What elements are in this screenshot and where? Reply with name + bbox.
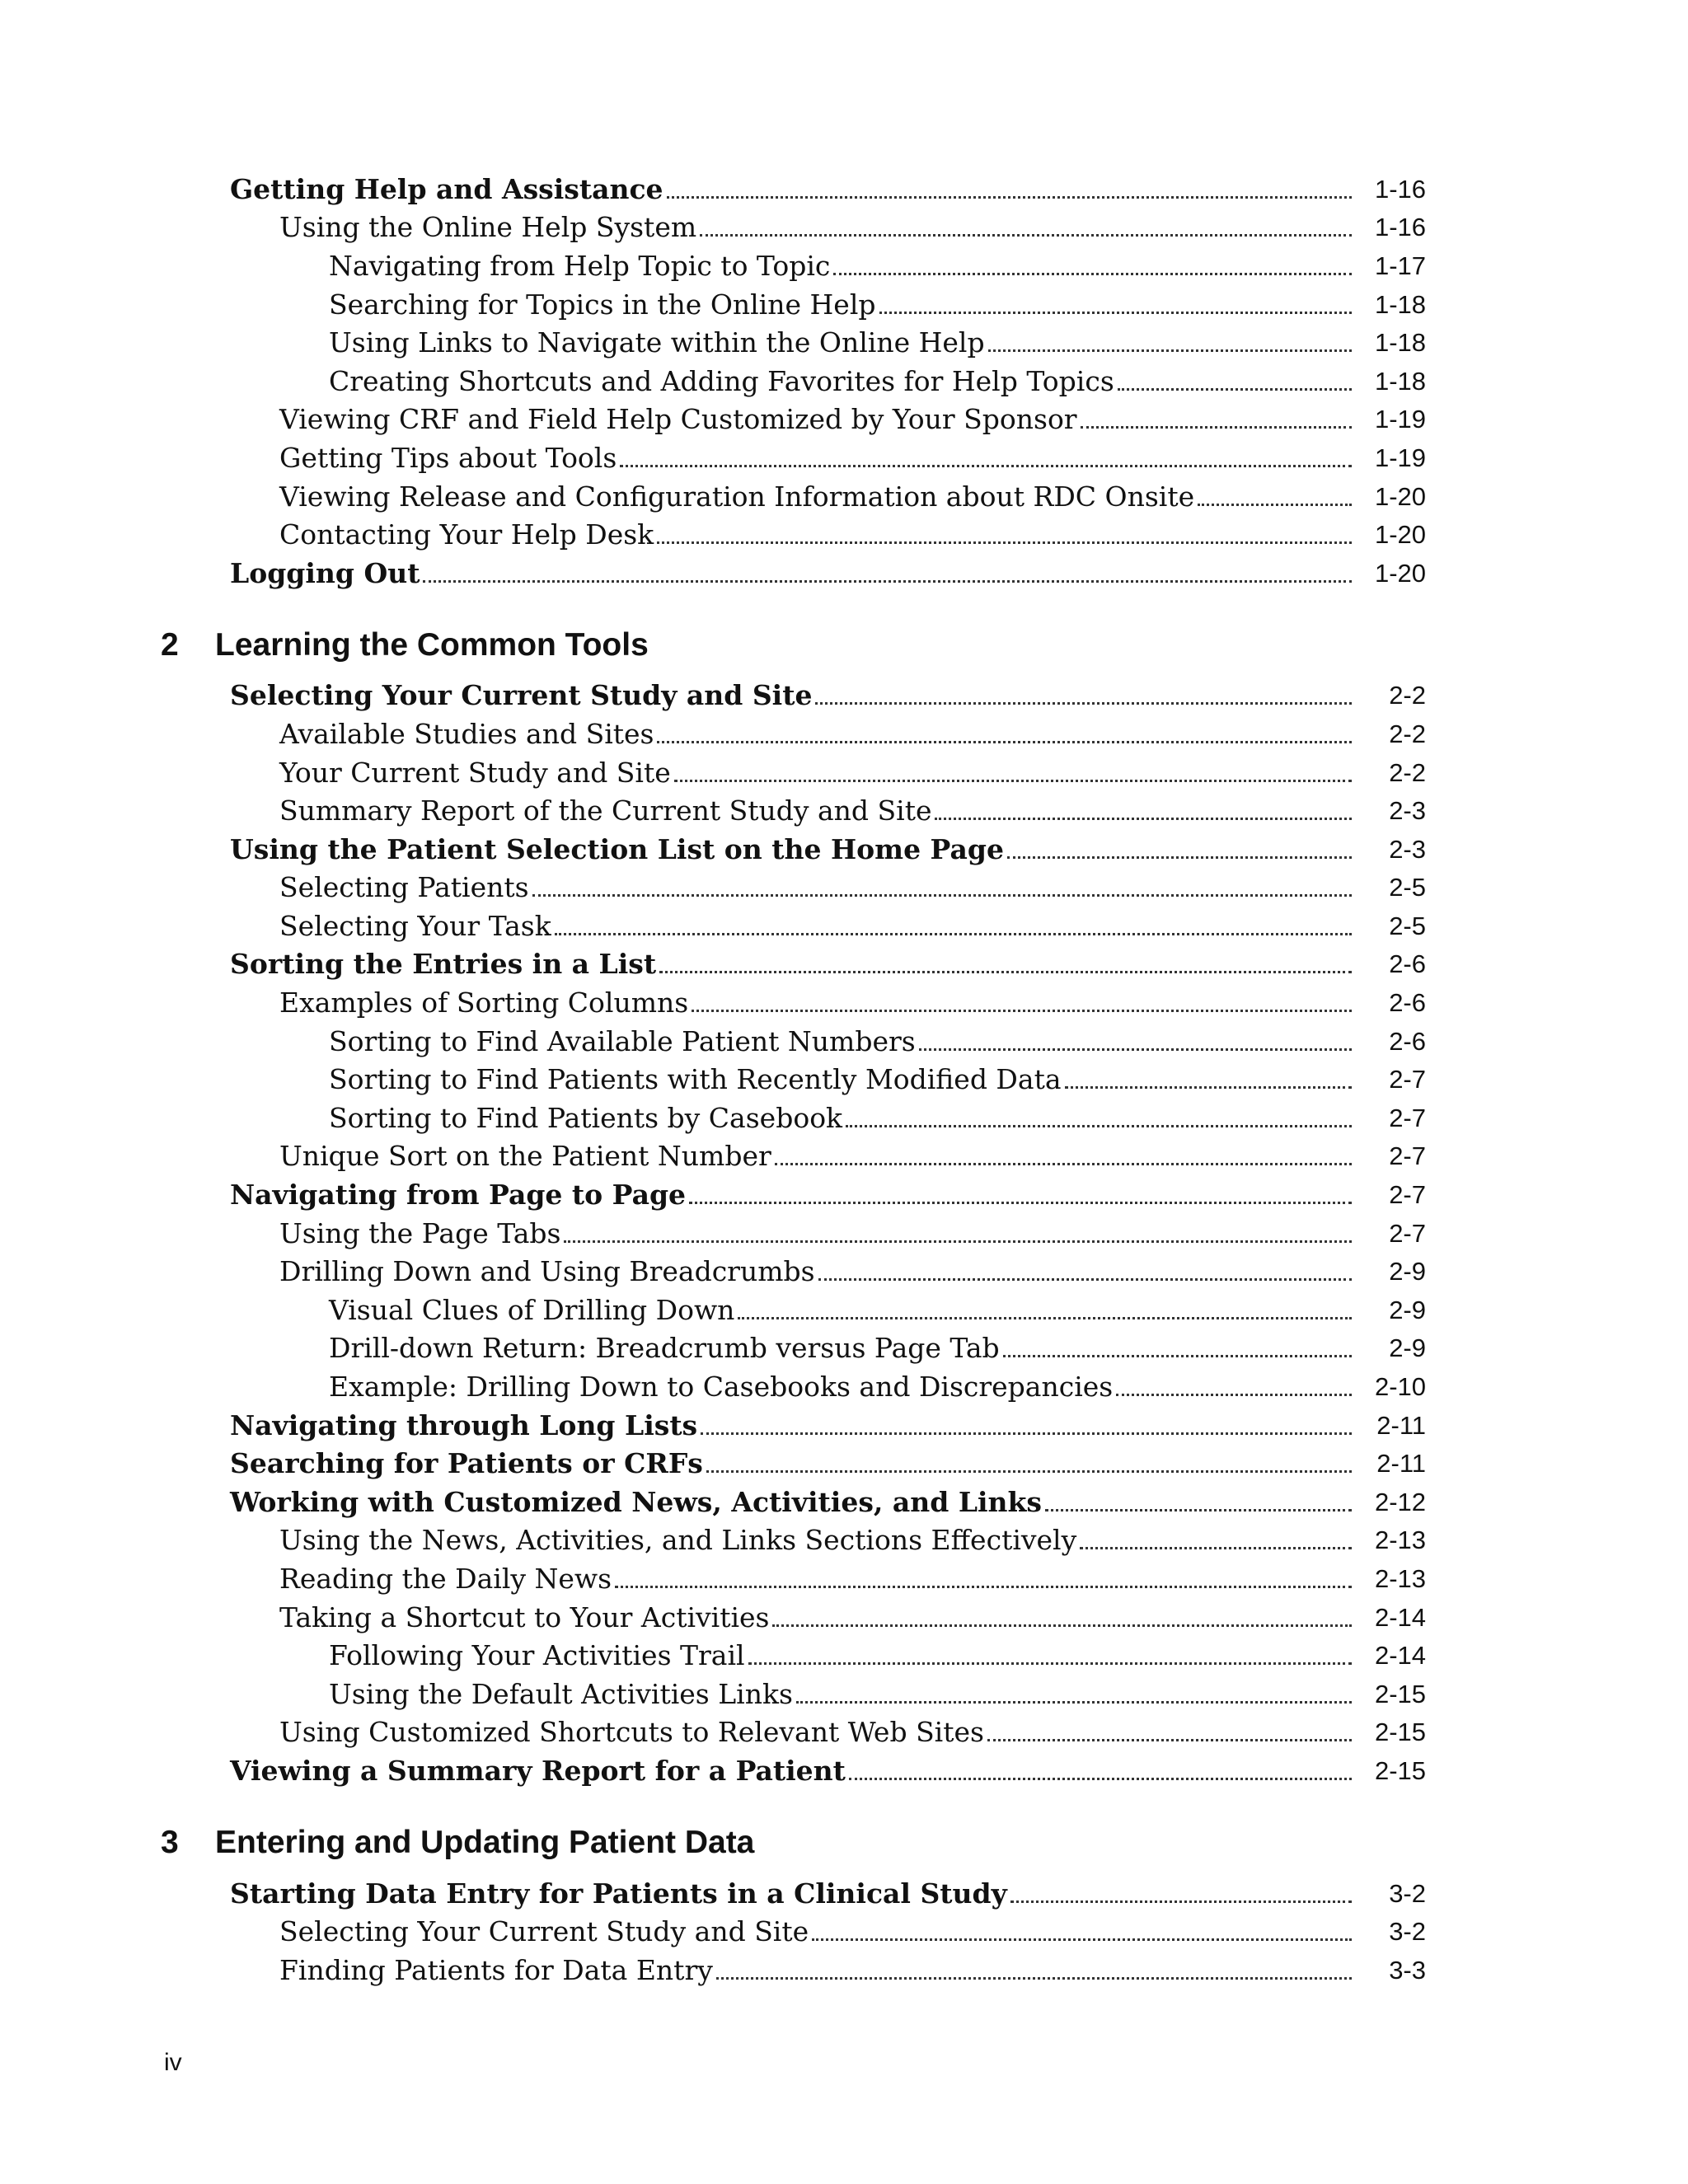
toc-entry[interactable] bbox=[161, 1951, 1426, 1990]
toc-entry-title[interactable]: Using the Patient Selection List on the Home Page bbox=[230, 832, 1004, 865]
toc-entry-title[interactable]: Navigating from Help Topic to Topic bbox=[329, 249, 831, 282]
toc-entry-title[interactable]: Using the Online Help System bbox=[279, 211, 697, 244]
dot-leader bbox=[796, 1675, 1352, 1704]
dot-leader bbox=[846, 1099, 1352, 1127]
toc-entry-title[interactable]: Selecting Your Current Study and Site bbox=[230, 679, 813, 712]
toc-entry[interactable] bbox=[161, 1713, 1426, 1752]
toc-entry-page-number[interactable]: 2-6 bbox=[1389, 1026, 1426, 1056]
dot-leader bbox=[1080, 1521, 1352, 1549]
dot-leader bbox=[833, 246, 1352, 275]
dot-leader bbox=[1118, 362, 1352, 391]
dot-leader bbox=[657, 515, 1352, 544]
toc-entry[interactable] bbox=[161, 209, 1426, 247]
toc-entry-title[interactable]: Summary Report of the Current Study and Site bbox=[279, 794, 932, 827]
toc-entry-title[interactable]: Following Your Activities Trail bbox=[329, 1639, 745, 1672]
toc-entry[interactable] bbox=[161, 1252, 1426, 1291]
toc-entry-page-number[interactable]: 1-19 bbox=[1374, 405, 1426, 434]
dot-leader bbox=[615, 1559, 1352, 1588]
toc-entry-title[interactable]: Viewing Release and Configuration Information about RDC Onsite bbox=[279, 480, 1195, 513]
toc-entry-title[interactable]: Sorting to Find Patients by Casebook bbox=[329, 1101, 843, 1134]
toc-entry-page-number[interactable]: 2-2 bbox=[1389, 719, 1426, 748]
toc-entry[interactable] bbox=[161, 1675, 1426, 1713]
toc-entry-title[interactable]: Navigating from Page to Page bbox=[230, 1179, 687, 1212]
toc-entry-page-number[interactable]: 2-15 bbox=[1374, 1718, 1426, 1747]
toc-entry-page-number[interactable]: 2-13 bbox=[1374, 1563, 1426, 1593]
chapter-title: Learning the Common Tools bbox=[215, 626, 649, 663]
dot-leader bbox=[555, 907, 1352, 935]
table-of-contents bbox=[161, 170, 1426, 1990]
toc-entry-page-number[interactable]: 2-11 bbox=[1376, 1410, 1426, 1440]
dot-leader bbox=[987, 1713, 1352, 1741]
toc-entry-page-number[interactable]: 2-5 bbox=[1389, 873, 1426, 902]
toc-entry[interactable] bbox=[161, 1291, 1426, 1329]
toc-entry-page-number[interactable]: 2-7 bbox=[1389, 1218, 1426, 1248]
toc-entry-title[interactable]: Using Links to Navigate within the Online Help bbox=[329, 326, 985, 359]
dot-leader bbox=[748, 1636, 1352, 1665]
toc-entry-title[interactable]: Unique Sort on the Patient Number bbox=[279, 1140, 771, 1173]
toc-entry[interactable] bbox=[161, 1636, 1426, 1675]
toc-entry[interactable] bbox=[161, 246, 1426, 285]
toc-entry-title[interactable]: Using the News, Activities, and Links Sections Effectively bbox=[279, 1524, 1077, 1557]
toc-entry-page-number[interactable]: 2-10 bbox=[1374, 1372, 1426, 1402]
toc-entry[interactable] bbox=[161, 1099, 1426, 1137]
dot-leader bbox=[532, 868, 1352, 897]
dot-leader bbox=[818, 1252, 1352, 1281]
toc-entry-title[interactable]: Creating Shortcuts and Adding Favorites for Help Topics bbox=[329, 364, 1114, 397]
dot-leader bbox=[775, 1137, 1352, 1165]
toc-entry[interactable] bbox=[161, 830, 1426, 869]
toc-entry-page-number[interactable]: 2-3 bbox=[1389, 834, 1426, 864]
toc-entry-title[interactable]: Selecting Your Task bbox=[279, 909, 551, 942]
toc-entry[interactable] bbox=[161, 1329, 1426, 1368]
toc-entry-title[interactable]: Searching for Patients or CRFs bbox=[230, 1447, 703, 1480]
toc-entry[interactable] bbox=[161, 869, 1426, 907]
chapter-heading bbox=[161, 1790, 1426, 1869]
toc-entry-title[interactable]: Using Customized Shortcuts to Relevant Web Sites bbox=[279, 1716, 984, 1749]
toc-entry-title[interactable]: Navigating through Long Lists bbox=[230, 1408, 698, 1441]
toc-entry-page-number[interactable]: 1-19 bbox=[1374, 443, 1426, 472]
toc-entry-title[interactable]: Drilling Down and Using Breadcrumbs bbox=[279, 1255, 815, 1288]
dot-leader bbox=[667, 170, 1352, 199]
toc-entry-page-number[interactable]: 2-15 bbox=[1374, 1755, 1426, 1785]
toc-entry-title[interactable]: Taking a Shortcut to Your Activities bbox=[279, 1601, 770, 1633]
toc-entry-title[interactable]: Available Studies and Sites bbox=[279, 717, 654, 750]
dot-leader bbox=[879, 285, 1353, 314]
toc-entry[interactable] bbox=[161, 1559, 1426, 1598]
toc-entry[interactable] bbox=[161, 1521, 1426, 1560]
toc-entry-title[interactable]: Using the Page Tabs bbox=[279, 1216, 561, 1249]
page-number-footer: iv bbox=[164, 2049, 182, 2076]
toc-entry-page-number[interactable]: 2-15 bbox=[1374, 1679, 1426, 1708]
toc-entry[interactable] bbox=[161, 170, 1426, 209]
dot-leader bbox=[423, 554, 1352, 583]
toc-entry[interactable] bbox=[161, 715, 1426, 753]
toc-entry-title[interactable]: Getting Tips about Tools bbox=[279, 441, 617, 474]
dot-leader bbox=[706, 1444, 1352, 1473]
dot-leader bbox=[849, 1751, 1352, 1780]
toc-entry[interactable] bbox=[161, 1444, 1426, 1483]
toc-entry[interactable] bbox=[161, 1874, 1426, 1913]
dot-leader bbox=[674, 753, 1352, 782]
toc-entry[interactable] bbox=[161, 401, 1426, 439]
toc-entry-page-number[interactable]: 1-18 bbox=[1374, 328, 1426, 358]
toc-entry-title[interactable]: Sorting to Find Patients with Recently Modified Data bbox=[329, 1063, 1062, 1096]
toc-entry-page-number[interactable]: 1-20 bbox=[1374, 558, 1426, 588]
toc-entry[interactable] bbox=[161, 907, 1426, 945]
toc-entry[interactable] bbox=[161, 1912, 1426, 1951]
toc-entry-page-number[interactable]: 2-2 bbox=[1389, 757, 1426, 787]
toc-entry-page-number[interactable]: 2-11 bbox=[1376, 1449, 1426, 1479]
dot-leader bbox=[657, 715, 1352, 743]
dot-leader bbox=[1116, 1367, 1352, 1396]
toc-entry-title[interactable]: Searching for Topics in the Online Help bbox=[329, 288, 876, 321]
toc-entry[interactable] bbox=[161, 983, 1426, 1022]
toc-entry[interactable] bbox=[161, 1060, 1426, 1099]
toc-entry[interactable] bbox=[161, 362, 1426, 401]
toc-entry[interactable] bbox=[161, 1214, 1426, 1253]
toc-entry-title[interactable]: Viewing a Summary Report for a Patient bbox=[230, 1754, 846, 1787]
toc-entry-title[interactable]: Visual Clues of Drilling Down bbox=[329, 1293, 735, 1326]
toc-entry-page-number[interactable]: 2-9 bbox=[1389, 1333, 1426, 1363]
toc-entry-page-number[interactable]: 2-9 bbox=[1389, 1295, 1426, 1324]
toc-entry-title[interactable]: Sorting the Entries in a List bbox=[230, 948, 657, 981]
dot-leader bbox=[564, 1214, 1352, 1243]
toc-entry-page-number[interactable]: 2-7 bbox=[1389, 1180, 1426, 1210]
toc-entry-page-number[interactable]: 2-6 bbox=[1389, 949, 1426, 979]
toc-entry-page-number[interactable]: 1-18 bbox=[1374, 366, 1426, 396]
toc-entry-title[interactable]: Getting Help and Assistance bbox=[230, 172, 663, 205]
dot-leader bbox=[620, 438, 1352, 467]
dot-leader bbox=[772, 1598, 1352, 1627]
toc-entry[interactable] bbox=[161, 477, 1426, 516]
toc-entry[interactable] bbox=[161, 438, 1426, 477]
toc-entry-title[interactable]: Your Current Study and Site bbox=[279, 756, 671, 789]
toc-entry[interactable] bbox=[161, 554, 1426, 593]
dot-leader bbox=[815, 676, 1352, 705]
toc-entry-page-number[interactable]: 3-2 bbox=[1389, 1917, 1426, 1947]
toc-entry[interactable] bbox=[161, 1483, 1426, 1521]
toc-entry-title[interactable]: Viewing CRF and Field Help Customized by Your Sponsor bbox=[279, 403, 1077, 436]
toc-entry-page-number[interactable]: 2-7 bbox=[1389, 1141, 1426, 1171]
toc-entry-page-number[interactable]: 2-2 bbox=[1389, 681, 1426, 710]
toc-entry-title[interactable]: Contacting Your Help Desk bbox=[279, 518, 654, 551]
dot-leader bbox=[659, 944, 1352, 973]
toc-entry-page-number[interactable]: 2-13 bbox=[1374, 1526, 1426, 1555]
toc-entry-title[interactable]: Using the Default Activities Links bbox=[329, 1677, 793, 1710]
toc-entry-page-number[interactable]: 2-14 bbox=[1374, 1641, 1426, 1671]
toc-entry[interactable] bbox=[161, 285, 1426, 324]
toc-entry-title[interactable]: Working with Customized News, Activities, and Links bbox=[230, 1485, 1042, 1518]
toc-entry[interactable] bbox=[161, 753, 1426, 792]
dot-leader bbox=[1045, 1483, 1352, 1511]
toc-entry-title[interactable]: Reading the Daily News bbox=[279, 1562, 612, 1595]
toc-entry-page-number[interactable]: 1-17 bbox=[1374, 251, 1426, 280]
chapter-title: Entering and Updating Patient Data bbox=[215, 1824, 755, 1860]
chapter-number: 3 bbox=[161, 1824, 179, 1860]
toc-entry-title[interactable]: Drill-down Return: Breadcrumb versus Page Tab bbox=[329, 1332, 1000, 1365]
toc-entry-title[interactable]: Starting Data Entry for Patients in a Clinical Study bbox=[230, 1877, 1007, 1910]
dot-leader bbox=[701, 1406, 1352, 1435]
toc-entry[interactable] bbox=[161, 323, 1426, 362]
toc-entry-title[interactable]: Selecting Patients bbox=[279, 871, 529, 904]
toc-entry-page-number[interactable]: 2-3 bbox=[1389, 796, 1426, 826]
toc-entry[interactable] bbox=[161, 1367, 1426, 1406]
toc-entry-title[interactable]: Selecting Your Current Study and Site bbox=[279, 1915, 809, 1948]
dot-leader bbox=[738, 1291, 1352, 1319]
dot-leader bbox=[919, 1022, 1352, 1051]
toc-entry-title[interactable]: Examples of Sorting Columns bbox=[279, 987, 689, 1019]
chapter-heading bbox=[161, 593, 1426, 672]
toc-entry[interactable] bbox=[161, 515, 1426, 554]
dot-leader bbox=[1003, 1329, 1352, 1357]
dot-leader bbox=[812, 1912, 1352, 1941]
toc-entry-title[interactable]: Logging Out bbox=[230, 556, 420, 589]
toc-entry[interactable] bbox=[161, 1137, 1426, 1176]
toc-entry-page-number[interactable]: 2-7 bbox=[1389, 1103, 1426, 1132]
toc-entry-page-number[interactable]: 3-2 bbox=[1389, 1878, 1426, 1908]
toc-entry-page-number[interactable]: 2-7 bbox=[1389, 1065, 1426, 1094]
dot-leader bbox=[716, 1951, 1352, 1980]
toc-entry-title[interactable]: Finding Patients for Data Entry bbox=[279, 1953, 713, 1986]
toc-entry-page-number[interactable]: 3-3 bbox=[1389, 1955, 1426, 1985]
toc-entry[interactable] bbox=[161, 1751, 1426, 1790]
toc-entry[interactable] bbox=[161, 677, 1426, 715]
toc-entry[interactable] bbox=[161, 1175, 1426, 1214]
toc-entry-title[interactable]: Example: Drilling Down to Casebooks and Discrepancies bbox=[329, 1371, 1114, 1404]
chapter-number: 2 bbox=[161, 626, 179, 663]
toc-entry-page-number[interactable]: 2-5 bbox=[1389, 911, 1426, 940]
toc-entry-page-number[interactable]: 1-16 bbox=[1374, 213, 1426, 242]
toc-entry[interactable] bbox=[161, 791, 1426, 830]
toc-entry[interactable] bbox=[161, 1406, 1426, 1445]
toc-entry[interactable] bbox=[161, 945, 1426, 984]
dot-leader bbox=[1010, 1874, 1352, 1903]
toc-entry[interactable] bbox=[161, 1022, 1426, 1061]
toc-entry-page-number[interactable]: 1-20 bbox=[1374, 520, 1426, 550]
toc-entry-page-number[interactable]: 2-14 bbox=[1374, 1602, 1426, 1632]
dot-leader bbox=[689, 1175, 1352, 1204]
toc-entry-page-number[interactable]: 1-16 bbox=[1374, 174, 1426, 204]
dot-leader bbox=[1007, 830, 1352, 859]
dot-leader bbox=[692, 983, 1352, 1012]
dot-leader bbox=[1081, 400, 1352, 429]
toc-entry-page-number[interactable]: 2-9 bbox=[1389, 1257, 1426, 1286]
dot-leader bbox=[988, 323, 1352, 352]
toc-entry-page-number[interactable]: 2-6 bbox=[1389, 988, 1426, 1018]
toc-entry-page-number[interactable]: 1-20 bbox=[1374, 481, 1426, 511]
dot-leader bbox=[700, 208, 1352, 237]
toc-entry-title[interactable]: Sorting to Find Available Patient Numbers bbox=[329, 1024, 916, 1057]
dot-leader bbox=[1198, 477, 1352, 506]
toc-entry-page-number[interactable]: 1-18 bbox=[1374, 289, 1426, 319]
dot-leader bbox=[1065, 1060, 1352, 1089]
toc-entry[interactable] bbox=[161, 1598, 1426, 1637]
dot-leader bbox=[935, 791, 1352, 820]
toc-entry-page-number[interactable]: 2-12 bbox=[1374, 1487, 1426, 1516]
